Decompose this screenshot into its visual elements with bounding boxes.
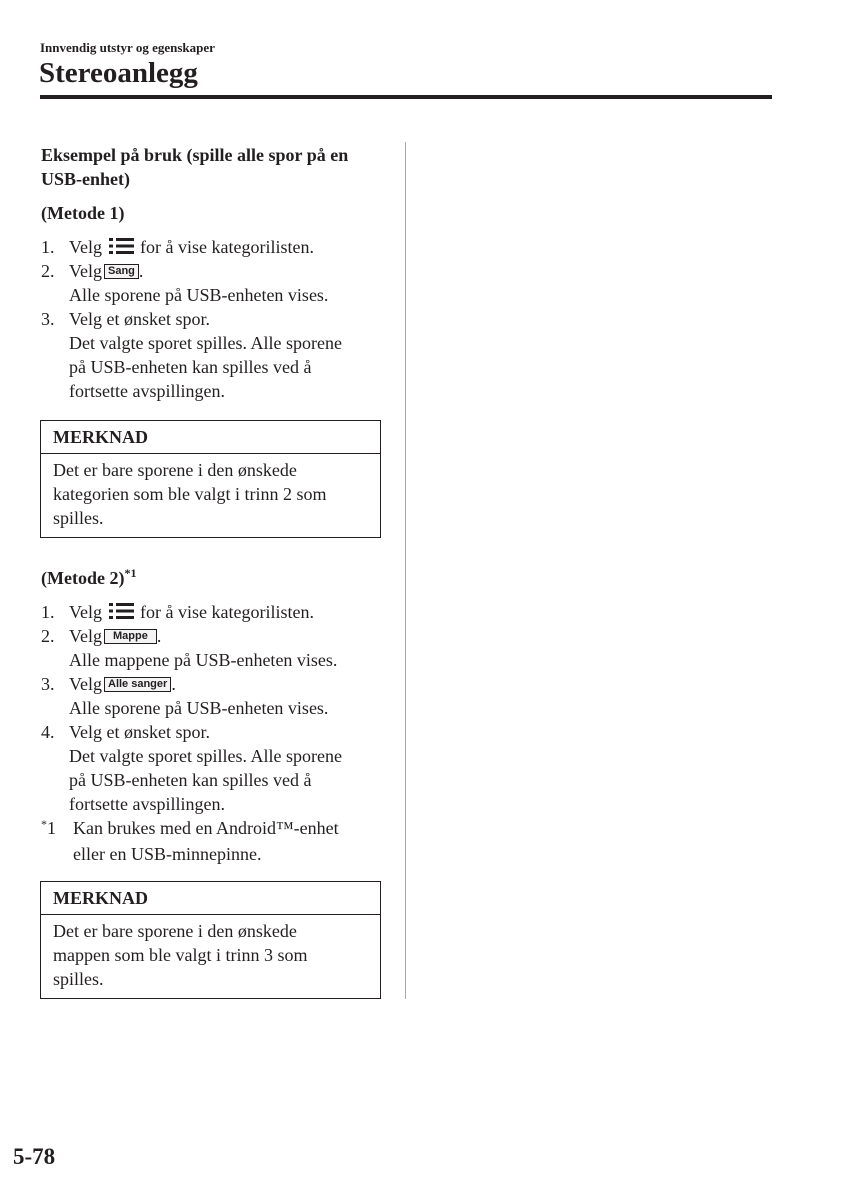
step-number: 4. bbox=[41, 722, 55, 742]
note-line: Det er bare sporene i den ønskede bbox=[53, 921, 297, 941]
step-detail: Alle mappene på USB-enheten vises. bbox=[69, 650, 338, 670]
step-text: Velg et ønsket spor. bbox=[69, 309, 210, 329]
step-number: 3. bbox=[41, 309, 55, 329]
step-text: Velg bbox=[69, 674, 102, 694]
step-detail: fortsette avspillingen. bbox=[69, 381, 225, 401]
note-line: kategorien som ble valgt i trinn 2 som bbox=[53, 484, 327, 504]
step-3 bbox=[41, 672, 391, 696]
step-number: 1. bbox=[41, 237, 55, 257]
step-detail: Det valgte sporet spilles. Alle sporene bbox=[69, 746, 342, 766]
step-detail: Alle sporene på USB-enheten vises. bbox=[69, 698, 329, 718]
footnote-mark: *1 bbox=[41, 817, 56, 838]
note-body bbox=[41, 915, 380, 998]
step-4 bbox=[41, 720, 391, 744]
step-text: . bbox=[171, 674, 176, 694]
column-divider bbox=[405, 142, 406, 999]
page-title: Stereoanlegg bbox=[39, 57, 198, 89]
step-3 bbox=[41, 307, 391, 331]
step-2 bbox=[41, 624, 391, 648]
section-label: Innvendig utstyr og egenskaper bbox=[40, 40, 215, 55]
step-text: Velg bbox=[69, 261, 102, 281]
page-number: 5-78 bbox=[13, 1144, 56, 1169]
mappe-key: Mappe bbox=[104, 629, 157, 644]
step-text: Velg bbox=[69, 626, 102, 646]
step-detail: på USB-enheten kan spilles ved å bbox=[69, 770, 312, 790]
list-menu-icon bbox=[109, 603, 134, 619]
step-detail: Alle sporene på USB-enheten vises. bbox=[69, 285, 329, 305]
step-1 bbox=[41, 235, 391, 259]
step-2 bbox=[41, 259, 391, 283]
note-line: spilles. bbox=[53, 969, 104, 989]
sang-key: Sang bbox=[104, 264, 139, 279]
note-line: mappen som ble valgt i trinn 3 som bbox=[53, 945, 308, 965]
note-box-2 bbox=[40, 881, 381, 999]
note-title: MERKNAD bbox=[41, 421, 380, 454]
note-title: MERKNAD bbox=[41, 882, 380, 915]
step-detail: Det valgte sporet spilles. Alle sporene bbox=[69, 333, 342, 353]
note-line: Det er bare sporene i den ønskede bbox=[53, 460, 297, 480]
list-menu-icon bbox=[109, 238, 134, 254]
step-text: for å vise kategorilisten. bbox=[140, 237, 314, 257]
step-text: Velg bbox=[69, 602, 102, 622]
alle-sanger-key: Alle sanger bbox=[104, 677, 171, 692]
step-text: for å vise kategorilisten. bbox=[140, 602, 314, 622]
step-number: 3. bbox=[41, 674, 55, 694]
step-text: . bbox=[138, 261, 144, 281]
footnote-text: Kan brukes med en Android™-enhet bbox=[73, 818, 339, 838]
step-detail: fortsette avspillingen. bbox=[69, 794, 225, 814]
footnote bbox=[41, 816, 391, 842]
step-text: Velg et ønsket spor. bbox=[69, 722, 210, 742]
note-box-1 bbox=[40, 420, 381, 538]
note-line: spilles. bbox=[53, 508, 104, 528]
step-detail: på USB-enheten kan spilles ved å bbox=[69, 357, 312, 377]
title-rule bbox=[40, 95, 772, 99]
step-number: 2. bbox=[41, 261, 55, 281]
step-text: . bbox=[156, 626, 162, 646]
step-1 bbox=[41, 600, 391, 624]
example-heading: Eksempel på bruk (spille alle spor på en USB-enhet) bbox=[41, 145, 349, 189]
footnote-text: eller en USB-minnepinne. bbox=[73, 844, 262, 864]
step-number: 2. bbox=[41, 626, 55, 646]
step-number: 1. bbox=[41, 602, 55, 622]
method-1-heading: (Metode 1) bbox=[41, 203, 125, 223]
method-1-steps bbox=[41, 235, 391, 403]
footnote-ref: *1 bbox=[124, 566, 137, 580]
step-text: Velg bbox=[69, 237, 102, 257]
method-2-heading: (Metode 2)$^{*1}$ bbox=[41, 566, 137, 588]
note-body bbox=[41, 454, 380, 537]
method-2-steps bbox=[41, 600, 391, 866]
